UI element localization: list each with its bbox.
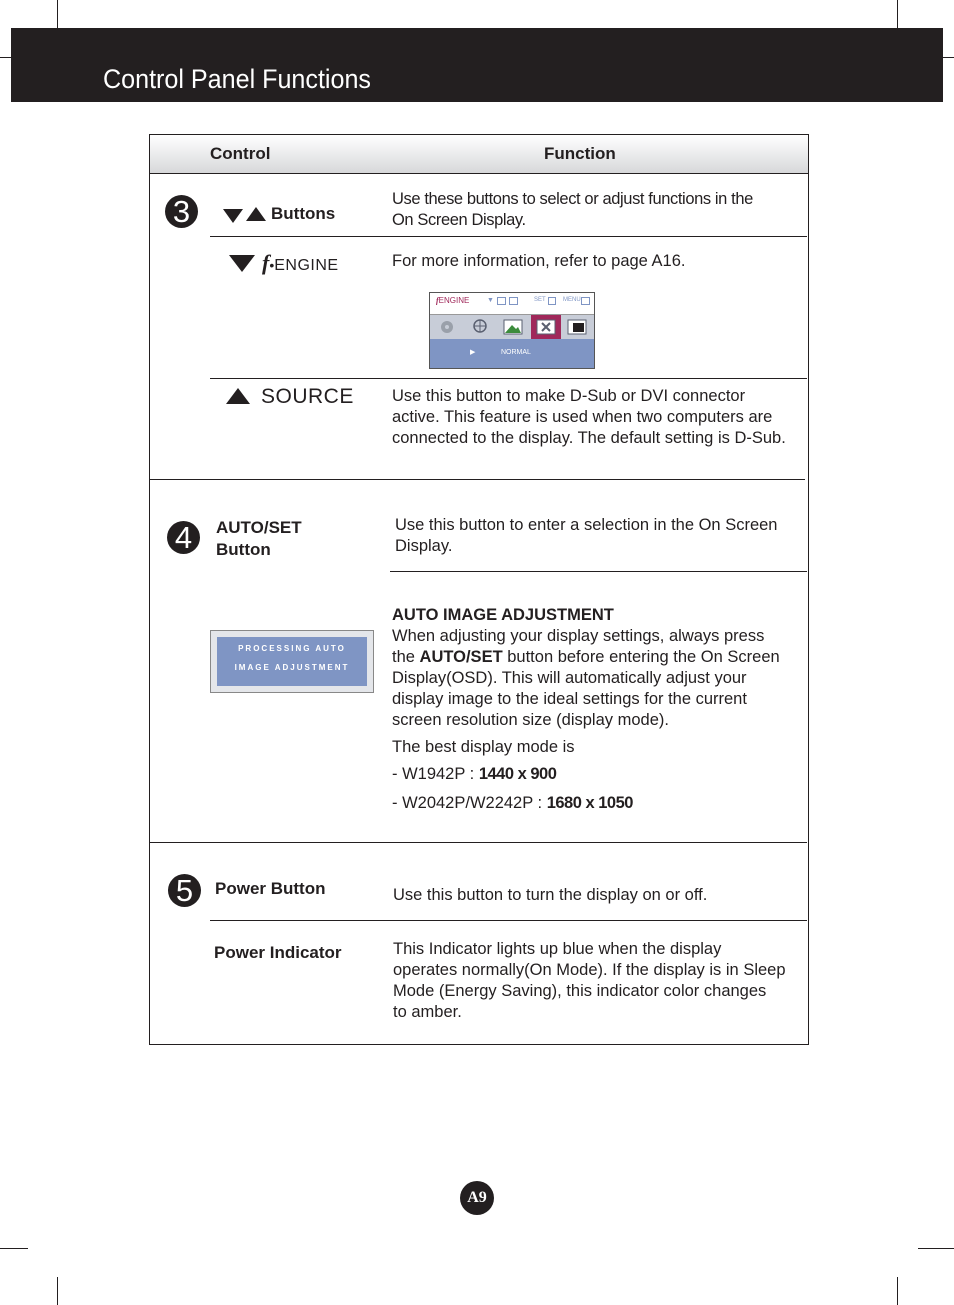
power-indicator-desc-line: operates normally(On Mode). If the display is in Sleep: [393, 961, 786, 979]
down-arrow-icon: [229, 255, 255, 272]
power-button-label: Power Button: [215, 879, 326, 898]
fengine-osd-image: [429, 292, 595, 369]
auto-set-label: Button: [216, 540, 271, 559]
section-number-5: 5: [168, 874, 201, 907]
osd-mode-bar: [430, 339, 594, 368]
buttons-desc-line: Use these buttons to select or adjust functions in the: [392, 190, 753, 208]
source-desc-line: connected to the display. The default setting is D-Sub.: [392, 429, 786, 447]
auto-set-label: AUTO/SET: [216, 518, 302, 537]
processing-line: IMAGE ADJUSTMENT: [234, 663, 350, 672]
osd-set-label: SET: [534, 297, 546, 303]
osd-pointer-icon: ▶: [470, 349, 476, 356]
osd-minus-icon: [497, 297, 506, 305]
section-divider: [149, 479, 805, 480]
row-divider: [390, 571, 807, 572]
internet-mode-icon: [467, 317, 493, 337]
up-arrow-icon: [246, 207, 266, 221]
movie-mode-icon: [434, 317, 460, 337]
osd-mode-icons: [430, 314, 594, 340]
power-indicator-label: Power Indicator: [214, 943, 342, 962]
osd-menu-label: MENU: [563, 297, 581, 303]
user-mode-icon: [564, 317, 590, 337]
auto-image-line: When adjusting your display settings, always press: [392, 627, 765, 645]
crop-mark: [0, 57, 11, 58]
photo-mode-icon: [500, 317, 526, 337]
crop-mark: [57, 1277, 58, 1305]
col-header-control: Control: [210, 144, 271, 163]
processing-message: [217, 637, 367, 686]
fengine-f-icon: f: [262, 250, 270, 275]
processing-osd-image: [210, 630, 374, 693]
osd-set-icon: [548, 297, 556, 305]
row-divider: [210, 236, 807, 237]
col-header-function: Function: [544, 144, 616, 163]
row-divider: [210, 920, 807, 921]
osd-minus-icon: [509, 297, 518, 305]
buttons-desc-line: On Screen Display.: [392, 211, 526, 229]
crop-mark: [897, 0, 898, 28]
crop-mark: [0, 1248, 28, 1249]
down-arrow-icon: [223, 209, 243, 223]
table-header: [150, 135, 808, 174]
fengine-label: [262, 250, 339, 276]
best-mode-text: The best display mode is: [392, 738, 575, 756]
power-button-desc: Use this button to turn the display on or off.: [393, 886, 708, 904]
source-desc-line: Use this button to make D-Sub or DVI connector: [392, 387, 746, 405]
section-divider: [149, 842, 807, 843]
header-bar: [11, 28, 943, 102]
section-number-4: 4: [167, 521, 200, 554]
mode-line-w2042p: - W2042P/W2242P : 1680 x 1050: [392, 794, 633, 812]
normal-mode-selected-icon: [531, 315, 561, 339]
resolution-value: 1440 x 900: [478, 765, 557, 783]
crop-mark: [57, 0, 58, 28]
source-desc-line: active. This feature is used when two computers are: [392, 408, 773, 426]
auto-image-line: screen resolution size (display mode).: [392, 711, 669, 729]
page-number: A9: [460, 1181, 494, 1215]
auto-set-bold: AUTO/SET: [419, 648, 503, 666]
osd-fengine-title: fENGINE: [436, 296, 470, 305]
auto-image-line: display image to the ideal settings for the current: [392, 690, 747, 708]
crop-mark: [918, 1248, 954, 1249]
osd-top-bar: [430, 293, 594, 313]
auto-image-title: AUTO IMAGE ADJUSTMENT: [392, 606, 614, 624]
auto-image-line: Display(OSD). This will automatically adjust your: [392, 669, 747, 687]
processing-line: PROCESSING AUTO: [238, 644, 346, 653]
power-indicator-desc-line: This Indicator lights up blue when the display: [393, 940, 722, 958]
osd-mode-name: NORMAL: [501, 349, 531, 356]
crop-mark: [943, 57, 954, 58]
power-indicator-desc-line: to amber.: [393, 1003, 462, 1021]
fengine-text: ENGINE: [274, 257, 339, 274]
auto-set-desc-line: Use this button to enter a selection in the On Screen: [395, 516, 778, 534]
buttons-label: Buttons: [271, 204, 336, 223]
source-label: SOURCE: [261, 385, 354, 408]
dot-icon: •: [269, 257, 275, 273]
osd-down-icon: ▼: [487, 297, 494, 304]
section-number-3: 3: [165, 195, 198, 228]
auto-set-desc-line: Display.: [395, 537, 453, 555]
crop-mark: [897, 1277, 898, 1305]
row-divider: [210, 378, 807, 379]
osd-menu-icon: [581, 297, 590, 305]
page-title: Control Panel Functions: [103, 64, 371, 94]
mode-line-w1942p: - W1942P : 1440 x 900: [392, 765, 557, 783]
up-arrow-icon: [226, 388, 250, 404]
power-indicator-desc-line: Mode (Energy Saving), this indicator color changes: [393, 982, 767, 1000]
fengine-desc: For more information, refer to page A16.: [392, 252, 686, 270]
auto-image-line: the AUTO/SET button before entering the On Screen: [392, 648, 780, 666]
resolution-value: 1680 x 1050: [546, 794, 633, 812]
